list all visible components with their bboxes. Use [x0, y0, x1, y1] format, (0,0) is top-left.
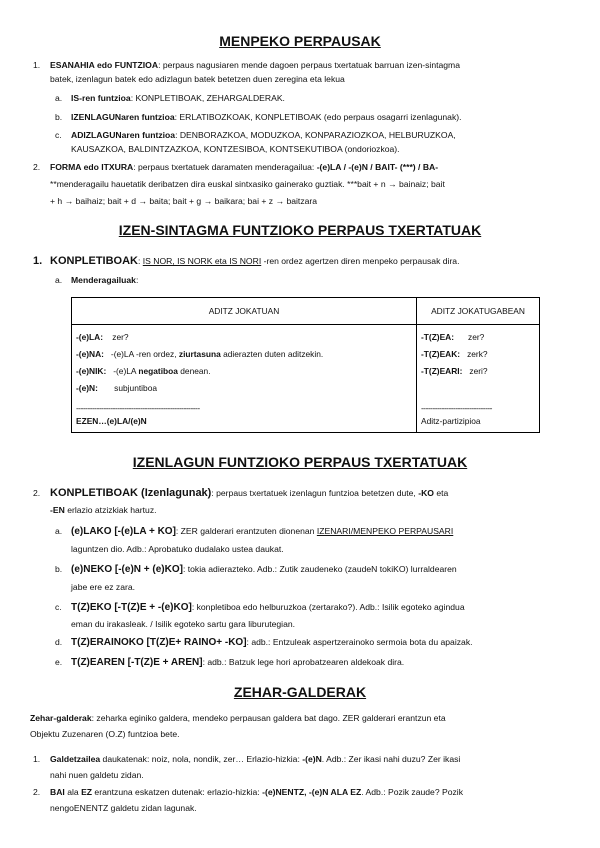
sub-letter: a. — [55, 275, 63, 285]
table-footer: Aditz-partizipioa — [421, 416, 481, 426]
sub-text: : tokia adierazteko. Adb.: Zutik zaudeneko (zaudeN tokiKO) lurraldearen — [182, 564, 457, 574]
item-en: -EN — [50, 505, 65, 515]
sub-label: IS-ren funtzioa — [71, 93, 131, 103]
list-number: 2. — [33, 787, 41, 797]
desc: -(e)LA — [113, 366, 139, 376]
item-forma — [50, 160, 438, 174]
sub-text: : konpletiboa edo helburuzkoa (zertarako?). Adb.: Isilik egoteko agindua — [191, 602, 465, 612]
item-bold: -(e)N — [302, 754, 322, 764]
item-text: ala — [64, 787, 82, 797]
table-header: ADITZ JOKATUAN — [72, 298, 417, 325]
sub-letter: b. — [55, 112, 63, 122]
sub-label: T(Z)ERAINOKO [T(Z)E+ RAINO+ -KO] — [71, 637, 247, 648]
sub-label: T(Z)EAREN [-T(Z)E + AREN] — [71, 657, 203, 668]
list-number: 2. — [33, 162, 41, 172]
item-label: FORMA edo ITXURA — [50, 162, 134, 172]
sub-label: T(Z)EKO [-T(Z)E + -(e)KO] — [71, 602, 192, 613]
desc: subjuntiboa — [114, 383, 158, 393]
item-galdetzailea — [50, 752, 460, 766]
form: -T(Z)EA: — [421, 332, 455, 342]
item-forms: -(e)LA / -(e)N / BAIT- (***) / BA- — [316, 162, 439, 172]
sub-text: : adb.: Batzuk lege hori aprobatzearen aldekoak dira. — [202, 657, 405, 667]
title-izenlagun: IZENLAGUN FUNTZIOKO PERPAUS TXERTATUAK — [132, 454, 468, 470]
sub-label: (e)LAKO [-(e)LA + KO] — [71, 526, 176, 537]
sub-colon: : — [135, 275, 139, 285]
form: -(e)NA: — [76, 349, 104, 359]
sub-text: : KONPLETIBOAK, ZEHARGALDERAK. — [130, 93, 285, 103]
sub-item-eneko — [71, 562, 457, 577]
item-label: EZ — [81, 787, 93, 797]
divider: ------------------------------- — [421, 403, 492, 413]
table-cell-jokatuan — [72, 325, 417, 433]
table-row — [421, 346, 535, 363]
item-text: erantzuna eskatzen dutenak: erlazio-hizkia: — [92, 787, 263, 797]
item-text: . Adb.: Zer ikasi nahi duzu? Zer ikasi — [321, 754, 461, 764]
sub-label: IZENLAGUNaren funtzioa — [71, 112, 175, 122]
item-text: erlazio atzizkiak hartuz. — [64, 505, 157, 515]
sub-item-tzearen — [71, 655, 404, 670]
sub-text: : ZER galderari erantzuten dionenan — [175, 526, 317, 536]
menderagailu-table — [71, 297, 540, 433]
item-text: -ren ordez agertzen diren menpeko perpausak dira. — [261, 256, 460, 266]
sub-letter: d. — [55, 637, 63, 647]
title-menpeko: MENPEKO PERPAUSAK — [219, 33, 381, 49]
item-text-line: **menderagailu hauetatik deribatzen dira euskal sintxasiko gainerako guztiak. ***bait + n → bainaiz; bait — [50, 179, 445, 189]
sub-item-elako — [71, 524, 453, 539]
desc: denean. — [177, 366, 211, 376]
sub-text: : DENBORAZKOA, MODUZKOA, KONPARAZIOZKOA, HELBURUZKOA, — [175, 130, 456, 140]
divider: ------------------------------------------------------ — [76, 403, 200, 413]
table-row — [421, 329, 535, 346]
item-text-line — [50, 503, 157, 517]
sub-text: : adb.: Entzuleak aspertzerainoko sermoia bota du apaizak. — [246, 637, 473, 647]
item-eta: eta — [433, 488, 449, 498]
sub-label: Menderagailuak — [71, 275, 136, 285]
list-number: 2. — [33, 488, 41, 498]
item-label: KONPLETIBOAK — [50, 255, 138, 267]
item-label: BAI — [50, 787, 65, 797]
list-number: 1. — [33, 60, 41, 70]
sub-text: : ERLATIBOZKOAK, KONPLETIBOAK (edo perpaus osagarri izenlagunak). — [174, 112, 462, 122]
item-text: : perpaus txertatuek izenlagun funtzioa betetzen dute, — [211, 488, 419, 498]
item-text: daukatenak: noiz, nola, nondik, zer… Erlazio-hizkia: — [100, 754, 303, 764]
table-row — [76, 346, 412, 363]
title-zehar-galderak: ZEHAR-GALDERAK — [233, 684, 367, 700]
item-text: . Adb.: Pozik zaude? Pozik — [361, 787, 464, 797]
table-row — [421, 363, 535, 380]
sub-text-line: laguntzen dio. Adb.: Aprobatuko dudalako ustea daukat. — [71, 544, 284, 554]
sub-label: (e)NEKO [-(e)N + (e)KO] — [71, 564, 183, 575]
sub-text-line: eman du irakasleak. / Isilik egoteko sartu gara liburutegian. — [71, 619, 296, 629]
item-esanahia — [50, 58, 460, 72]
item-text-line: nengoENENTZ galdetu zidan lagunak. — [50, 803, 197, 813]
sub-item-tzeko — [71, 600, 465, 615]
form: -(e)N: — [76, 383, 98, 393]
table-cell-jokatugabean — [417, 325, 540, 433]
form: -(e)NIK: — [76, 366, 107, 376]
sub-letter: e. — [55, 657, 63, 667]
item-colon: : — [138, 256, 143, 266]
intro-label: Zehar-galderak — [30, 713, 92, 723]
sub-letter: c. — [55, 130, 62, 140]
item-text-line: + h → baihaiz; bait + d → baita; bait + g → baikara; bai + z → baitzara — [50, 196, 318, 206]
zehar-intro — [30, 711, 446, 725]
item-konpletiboak — [50, 254, 459, 268]
item-label: KONPLETIBOAK (Izenlagunak) — [50, 487, 212, 499]
sub-label: ADIZLAGUNaren funtzioa — [71, 130, 176, 140]
sub-letter: b. — [55, 564, 63, 574]
table-row — [76, 329, 412, 346]
item-underlined: IS NOR, IS NORK eta IS NORI — [142, 256, 262, 266]
sub-text-line: jabe ere ez zara. — [71, 582, 136, 592]
desc: zerk? — [467, 349, 488, 359]
list-number: 1. — [33, 255, 43, 267]
desc-bold: negatiboa — [138, 366, 178, 376]
sub-letter: c. — [55, 602, 62, 612]
item-text-line: batek, izenlagun batek edo adizlagun batek betetzen duen zeregina eta lekua — [50, 74, 345, 84]
list-number: 1. — [33, 754, 41, 764]
sub-item-adizlagun — [71, 128, 456, 142]
item-text: : perpaus txertatuek daramaten menderagailua: — [133, 162, 317, 172]
sub-item-tzerainoko — [71, 635, 473, 650]
item-bold: -(e)NENTZ, -(e)N ALA EZ — [262, 787, 362, 797]
table-row — [76, 363, 412, 380]
desc: zer? — [468, 332, 485, 342]
form: -T(Z)EAK: — [421, 349, 461, 359]
item-konpletiboak-izenlagunak — [50, 486, 448, 500]
item-bai-ala-ez — [50, 785, 463, 799]
table-footer: EZEN…(e)LA/(e)N — [76, 416, 147, 426]
desc-bold: ziurtasuna — [178, 349, 221, 359]
table-header: ADITZ JOKATUGABEAN — [417, 298, 540, 325]
desc: adierazten duten aditzekin. — [220, 349, 324, 359]
item-text: : perpaus nagusiaren mende dagoen perpaus txertatuak barruan izen-sintagma — [158, 60, 460, 70]
intro-text: : zeharka eginiko galdera, mendeko perpausan galdera bat dago. ZER galderari erantzun eta — [91, 713, 446, 723]
sub-text-line: KAUSAZKOA, BALDINTZAZKOA, KONTZESIBOA, KONTSEKUTIBOA (ondoriozkoa). — [71, 144, 400, 154]
desc: -(e)LA -ren ordez, — [110, 349, 179, 359]
item-text-line: nahi nuen galdetu zidan. — [50, 770, 144, 780]
form: -T(Z)EARI: — [421, 366, 463, 376]
desc: zer? — [112, 332, 129, 342]
form: -(e)LA: — [76, 332, 103, 342]
title-izen-sintagma: IZEN-SINTAGMA FUNTZIOKO PERPAUS TXERTATUAK — [118, 222, 482, 238]
sub-item-menderagailuak — [71, 273, 138, 287]
item-ko: -KO — [418, 488, 434, 498]
item-label: ESANAHIA edo FUNTZIOA — [50, 60, 159, 70]
sub-underlined: IZENARI/MENPEKO PERPAUSARI — [316, 526, 454, 536]
desc: zeri? — [469, 366, 488, 376]
sub-item-izenlagun — [71, 110, 462, 124]
table-row — [76, 380, 412, 397]
sub-letter: a. — [55, 93, 63, 103]
sub-item-is — [71, 91, 285, 105]
item-label: Galdetzailea — [50, 754, 101, 764]
zehar-intro-line: Objektu Zuzenaren (O.Z) funtzioa bete. — [30, 729, 180, 739]
sub-letter: a. — [55, 526, 63, 536]
